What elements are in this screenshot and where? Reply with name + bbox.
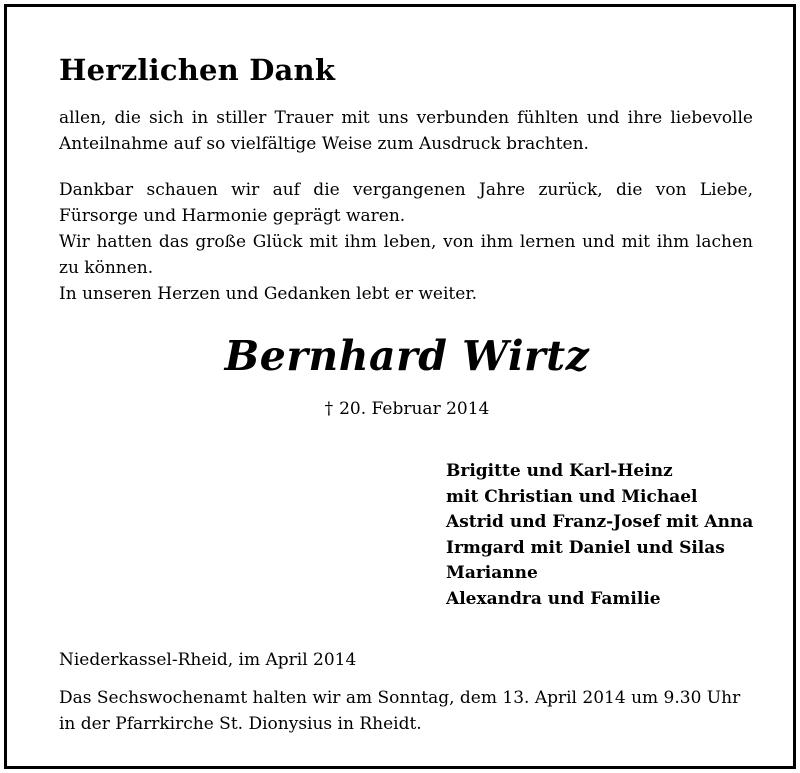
thanks-line: Anteilnahme auf so vielfältige Weise zum Ausdruck brachten.: [59, 134, 589, 154]
family-member: Alexandra und Familie: [446, 588, 661, 609]
death-date-line: [7, 399, 800, 419]
headline: Herzlichen Dank: [59, 53, 336, 87]
memory-paragraph: [59, 229, 753, 281]
service-note: [59, 685, 753, 737]
cross-icon: †: [324, 399, 334, 419]
thanks-line: allen, die sich in stiller Trauer mit uns verbunden fühlten und ihre liebevolle: [59, 108, 753, 128]
service-line: in der Pfarrkirche St. Dionysius in Rheidt.: [59, 714, 422, 734]
family-list: [446, 459, 753, 612]
family-member: Astrid und Franz-Josef mit Anna: [446, 512, 754, 532]
gratitude-line: Dankbar schauen wir auf die vergangenen Jahre zurück, die von Liebe,: [59, 180, 753, 200]
family-member: Irmgard mit Daniel und Silas: [446, 537, 725, 558]
gratitude-paragraph: [59, 177, 753, 229]
death-date: 20. Februar 2014: [339, 399, 490, 419]
gratitude-line: Fürsorge und Harmonie geprägt waren.: [59, 206, 406, 226]
place-date: Niederkassel-Rheid, im April 2014: [59, 650, 357, 670]
family-member: Marianne: [446, 563, 538, 583]
family-member: Brigitte und Karl-Heinz: [446, 461, 673, 481]
family-member: mit Christian und Michael: [446, 486, 698, 507]
thanks-paragraph: [59, 105, 753, 157]
service-line: Das Sechswochenamt halten wir am Sonntag, dem 13. April 2014 um 9.30 Uhr: [59, 688, 741, 708]
closing-paragraph: [59, 281, 753, 307]
deceased-name: Bernhard Wirtz: [224, 332, 590, 380]
memory-line: zu können.: [59, 258, 154, 278]
memory-line: Wir hatten das große Glück mit ihm leben, von ihm lernen und mit ihm lachen: [59, 232, 753, 252]
closing-line: In unseren Herzen und Gedanken lebt er weiter.: [59, 284, 477, 304]
obituary-border: [4, 4, 796, 769]
